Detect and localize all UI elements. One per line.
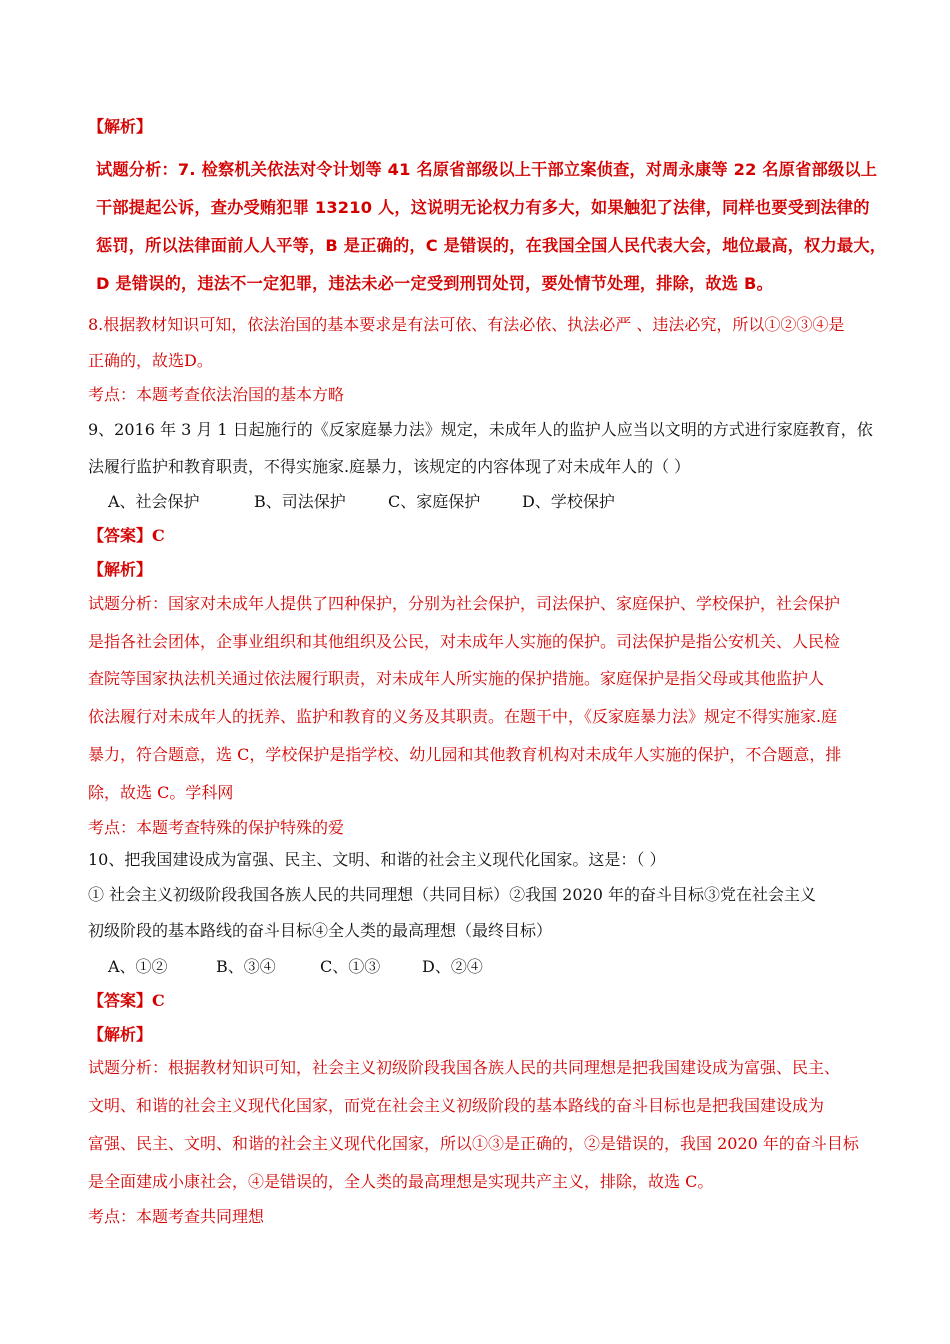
q9-analysis-label: 【解析】 [88, 560, 153, 579]
q8-point: 考点：本题考查依法治国的基本方略 [88, 385, 345, 404]
q9-answer: 【答案】C [88, 526, 165, 545]
q10-answer: 【答案】C [88, 991, 165, 1010]
q9-analysis-line-2: 是指各社会团体，企事业组织和其他组织及公民，对未成年人实施的保护。司法保护是指公安机关、人民检 [88, 632, 841, 651]
q8-line-1: 8.根据教材知识可知，依法治国的基本要求是有法可依、有法必依、执法必严 、违法必究，所以①②③④是 [88, 315, 845, 334]
q8-line-2: 正确的，故选D。 [88, 351, 213, 370]
q9-point: 考点：本题考查特殊的保护特殊的爱 [88, 818, 345, 837]
q10-stem-line-2: ① 社会主义初级阶段我国各族人民的共同理想（共同目标）②我国 2020 年的奋斗目标③党在社会主义 [88, 885, 816, 904]
q9-analysis-line-1: 试题分析：国家对未成年人提供了四种保护，分别为社会保护，司法保护、家庭保护、学校保护，社会保护 [88, 594, 841, 613]
q9-option-c: C、家庭保护 [388, 492, 481, 511]
q10-analysis-line-3: 富强、民主、文明、和谐的社会主义现代化国家，所以①③是正确的，②是错误的，我国 2020 年的奋斗目标 [88, 1134, 859, 1153]
q10-analysis-line-1: 试题分析：根据教材知识可知，社会主义初级阶段我国各族人民的共同理想是把我国建设成为富强、民主、 [88, 1058, 841, 1077]
q10-option-c: C、①③ [320, 957, 381, 976]
q9-analysis-line-6: 除，故选 C。学科网 [88, 783, 234, 802]
q10-point: 考点：本题考查共同理想 [88, 1207, 265, 1226]
q7-analysis-line-4: D 是错误的，违法不一定犯罪，违法未必一定受到刑罚处罚，要处情节处理，排除，故选 B。 [96, 274, 773, 293]
q9-stem-line-2: 法履行监护和教育职责，不得实施家.庭暴力，该规定的内容体现了对未成年人的（ ） [88, 457, 691, 476]
q7-analysis-label: 【解析】 [88, 117, 153, 136]
q10-stem-line-3: 初级阶段的基本路线的奋斗目标④全人类的最高理想（最终目标） [88, 921, 553, 940]
q10-analysis-line-2: 文明、和谐的社会主义现代化国家，而党在社会主义初级阶段的基本路线的奋斗目标也是把我国建设成为 [88, 1096, 825, 1115]
q10-analysis-line-4: 是全面建成小康社会，④是错误的，全人类的最高理想是实现共产主义，排除，故选 C。 [88, 1172, 714, 1191]
q9-option-a: A、社会保护 [108, 492, 200, 511]
q9-analysis-line-5: 暴力，符合题意，选 C，学校保护是指学校、幼儿园和其他教育机构对未成年人实施的保护，不合题意，排 [88, 745, 842, 764]
q9-analysis-line-4: 依法履行对未成年人的抚养、监护和教育的义务及其职责。在题干中，《反家庭暴力法》规定不得实施家.庭 [88, 707, 838, 726]
q7-analysis-line-1: 试题分析：7. 检察机关依法对令计划等 41 名原省部级以上干部立案侦查，对周永康等 22 名原省部级以上 [96, 160, 878, 179]
q10-analysis-label: 【解析】 [88, 1025, 153, 1044]
q10-option-b: B、③④ [216, 957, 276, 976]
q10-option-d: D、②④ [422, 957, 483, 976]
q9-option-d: D、学校保护 [522, 492, 615, 511]
q9-stem-line-1: 9、2016 年 3 月 1 日起施行的《反家庭暴力法》规定，未成年人的监护人应当以文明的方式进行家庭教育，依 [88, 420, 873, 439]
q10-option-a: A、①② [108, 957, 168, 976]
q7-analysis-line-2: 干部提起公诉，查办受贿犯罪 13210 人，这说明无论权力有多大，如果触犯了法律，同样也要受到法律的 [96, 198, 870, 217]
q9-option-b: B、司法保护 [254, 492, 346, 511]
q9-analysis-line-3: 查院等国家执法机关通过依法履行职责，对未成年人所实施的保护措施。家庭保护是指父母或其他监护人 [88, 669, 825, 688]
q7-analysis-line-3: 惩罚，所以法律面前人人平等，B 是正确的，C 是错误的，在我国全国人民代表大会，地位最高，权力最大， [96, 236, 887, 255]
q10-stem-line-1: 10、把我国建设成为富强、民主、文明、和谐的社会主义现代化国家。这是：（ ） [88, 850, 666, 869]
